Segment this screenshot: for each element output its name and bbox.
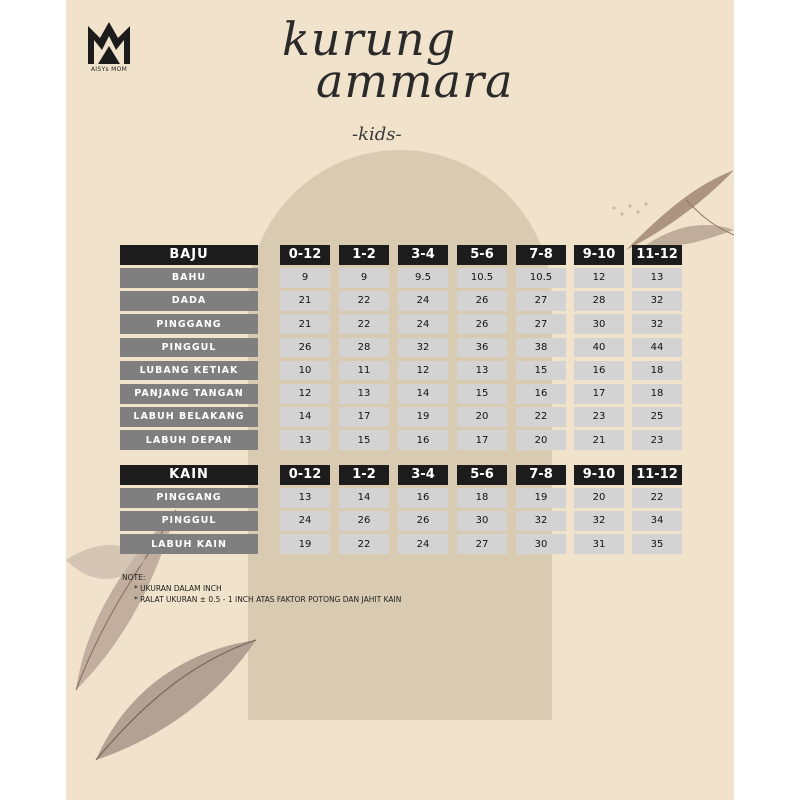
baju-value-cell: 9 xyxy=(339,268,389,288)
baju-value-cell: 28 xyxy=(574,291,624,311)
baju-value-cell: 15 xyxy=(516,361,566,381)
notes-section xyxy=(122,572,401,605)
baju-value-cell: 40 xyxy=(574,338,624,358)
baju-value-cell: 22 xyxy=(516,407,566,427)
baju-size-header: 9-10 xyxy=(574,245,624,265)
baju-value-cell: 44 xyxy=(632,338,682,358)
baju-value-cell: 28 xyxy=(339,338,389,358)
baju-size-header: 11-12 xyxy=(632,245,682,265)
baju-value-cell: 36 xyxy=(457,338,507,358)
baju-value-cell: 9.5 xyxy=(398,268,448,288)
baju-size-header: 3-4 xyxy=(398,245,448,265)
brand-logo-text: AISYs MOM xyxy=(90,66,128,73)
baju-value-cell: 16 xyxy=(516,384,566,404)
baju-value-cell: 13 xyxy=(632,268,682,288)
baju-value-cell: 15 xyxy=(339,430,389,450)
baju-value-cell: 21 xyxy=(280,314,330,334)
kain-size-header: 3-4 xyxy=(398,465,448,485)
baju-value-cell: 30 xyxy=(574,314,624,334)
baju-header-label: BAJU xyxy=(120,245,258,265)
baju-value-cell: 18 xyxy=(632,361,682,381)
baju-row-label: BAHU xyxy=(120,268,258,288)
baju-value-cell: 20 xyxy=(516,430,566,450)
baju-value-cell: 20 xyxy=(457,407,507,427)
baju-value-cell: 17 xyxy=(457,430,507,450)
note-item: * RALAT UKURAN ± 0.5 - 1 INCH ATAS FAKTOR POTONG DAN JAHIT KAIN xyxy=(134,595,402,604)
baju-value-cell: 12 xyxy=(398,361,448,381)
baju-value-cell: 32 xyxy=(632,291,682,311)
baju-value-cell: 10.5 xyxy=(457,268,507,288)
baju-value-cell: 18 xyxy=(632,384,682,404)
baju-value-cell: 27 xyxy=(516,291,566,311)
size-chart-poster xyxy=(66,0,734,800)
baju-value-cell: 23 xyxy=(574,407,624,427)
baju-value-cell: 16 xyxy=(574,361,624,381)
kain-size-header: 1-2 xyxy=(339,465,389,485)
baju-value-cell: 12 xyxy=(574,268,624,288)
baju-value-cell: 15 xyxy=(457,384,507,404)
baju-value-cell: 17 xyxy=(339,407,389,427)
kain-value-cell: 13 xyxy=(280,488,330,508)
baju-value-cell: 22 xyxy=(339,291,389,311)
kain-value-cell: 26 xyxy=(339,511,389,531)
note-item: * UKURAN DALAM INCH xyxy=(134,584,222,593)
kain-value-cell: 34 xyxy=(632,511,682,531)
baju-value-cell: 26 xyxy=(457,291,507,311)
kain-row-label: PINGGUL xyxy=(120,511,258,531)
baju-value-cell: 21 xyxy=(574,430,624,450)
kain-value-cell: 35 xyxy=(632,534,682,554)
kain-value-cell: 30 xyxy=(516,534,566,554)
kain-value-cell: 19 xyxy=(516,488,566,508)
kain-row-label: PINGGANG xyxy=(120,488,258,508)
kain-row-label: LABUH KAIN xyxy=(120,534,258,554)
baju-row-label: LABUH BELAKANG xyxy=(120,407,258,427)
baju-row-label: LUBANG KETIAK xyxy=(120,361,258,381)
baju-value-cell: 10.5 xyxy=(516,268,566,288)
subtitle: -kids- xyxy=(352,124,402,145)
kain-value-cell: 18 xyxy=(457,488,507,508)
baju-value-cell: 38 xyxy=(516,338,566,358)
kain-value-cell: 14 xyxy=(339,488,389,508)
kain-value-cell: 27 xyxy=(457,534,507,554)
baju-value-cell: 24 xyxy=(398,314,448,334)
baju-size-header: 0-12 xyxy=(280,245,330,265)
baju-value-cell: 10 xyxy=(280,361,330,381)
baju-value-cell: 19 xyxy=(398,407,448,427)
title-line-1: kurung xyxy=(282,12,457,66)
kain-value-cell: 26 xyxy=(398,511,448,531)
baju-value-cell: 32 xyxy=(632,314,682,334)
baju-value-cell: 26 xyxy=(457,314,507,334)
kain-value-cell: 20 xyxy=(574,488,624,508)
kain-size-header: 5-6 xyxy=(457,465,507,485)
kain-size-header: 0-12 xyxy=(280,465,330,485)
baju-size-header: 1-2 xyxy=(339,245,389,265)
baju-row-label: LABUH DEPAN xyxy=(120,430,258,450)
kain-value-cell: 32 xyxy=(574,511,624,531)
kain-value-cell: 19 xyxy=(280,534,330,554)
kain-value-cell: 31 xyxy=(574,534,624,554)
baju-row-label: PANJANG TANGAN xyxy=(120,384,258,404)
baju-value-cell: 16 xyxy=(398,430,448,450)
title-line-2: ammara xyxy=(316,54,514,108)
baju-value-cell: 14 xyxy=(280,407,330,427)
kain-value-cell: 22 xyxy=(339,534,389,554)
baju-value-cell: 11 xyxy=(339,361,389,381)
baju-size-header: 5-6 xyxy=(457,245,507,265)
kain-size-header: 11-12 xyxy=(632,465,682,485)
baju-value-cell: 22 xyxy=(339,314,389,334)
baju-row-label: PINGGANG xyxy=(120,314,258,334)
baju-value-cell: 17 xyxy=(574,384,624,404)
kain-header-label: KAIN xyxy=(120,465,258,485)
baju-value-cell: 26 xyxy=(280,338,330,358)
baju-value-cell: 21 xyxy=(280,291,330,311)
baju-value-cell: 13 xyxy=(457,361,507,381)
baju-value-cell: 24 xyxy=(398,291,448,311)
kain-value-cell: 16 xyxy=(398,488,448,508)
baju-row-label: PINGGUL xyxy=(120,338,258,358)
kain-value-cell: 24 xyxy=(398,534,448,554)
baju-value-cell: 12 xyxy=(280,384,330,404)
kain-value-cell: 24 xyxy=(280,511,330,531)
baju-value-cell: 23 xyxy=(632,430,682,450)
baju-value-cell: 14 xyxy=(398,384,448,404)
kain-value-cell: 32 xyxy=(516,511,566,531)
kain-size-header: 7-8 xyxy=(516,465,566,485)
kain-value-cell: 30 xyxy=(457,511,507,531)
notes-heading: NOTE: xyxy=(122,573,146,582)
baju-value-cell: 9 xyxy=(280,268,330,288)
kain-value-cell: 22 xyxy=(632,488,682,508)
baju-value-cell: 13 xyxy=(339,384,389,404)
kain-size-header: 9-10 xyxy=(574,465,624,485)
baju-value-cell: 13 xyxy=(280,430,330,450)
baju-value-cell: 32 xyxy=(398,338,448,358)
baju-size-header: 7-8 xyxy=(516,245,566,265)
baju-value-cell: 25 xyxy=(632,407,682,427)
baju-row-label: DADA xyxy=(120,291,258,311)
baju-value-cell: 27 xyxy=(516,314,566,334)
